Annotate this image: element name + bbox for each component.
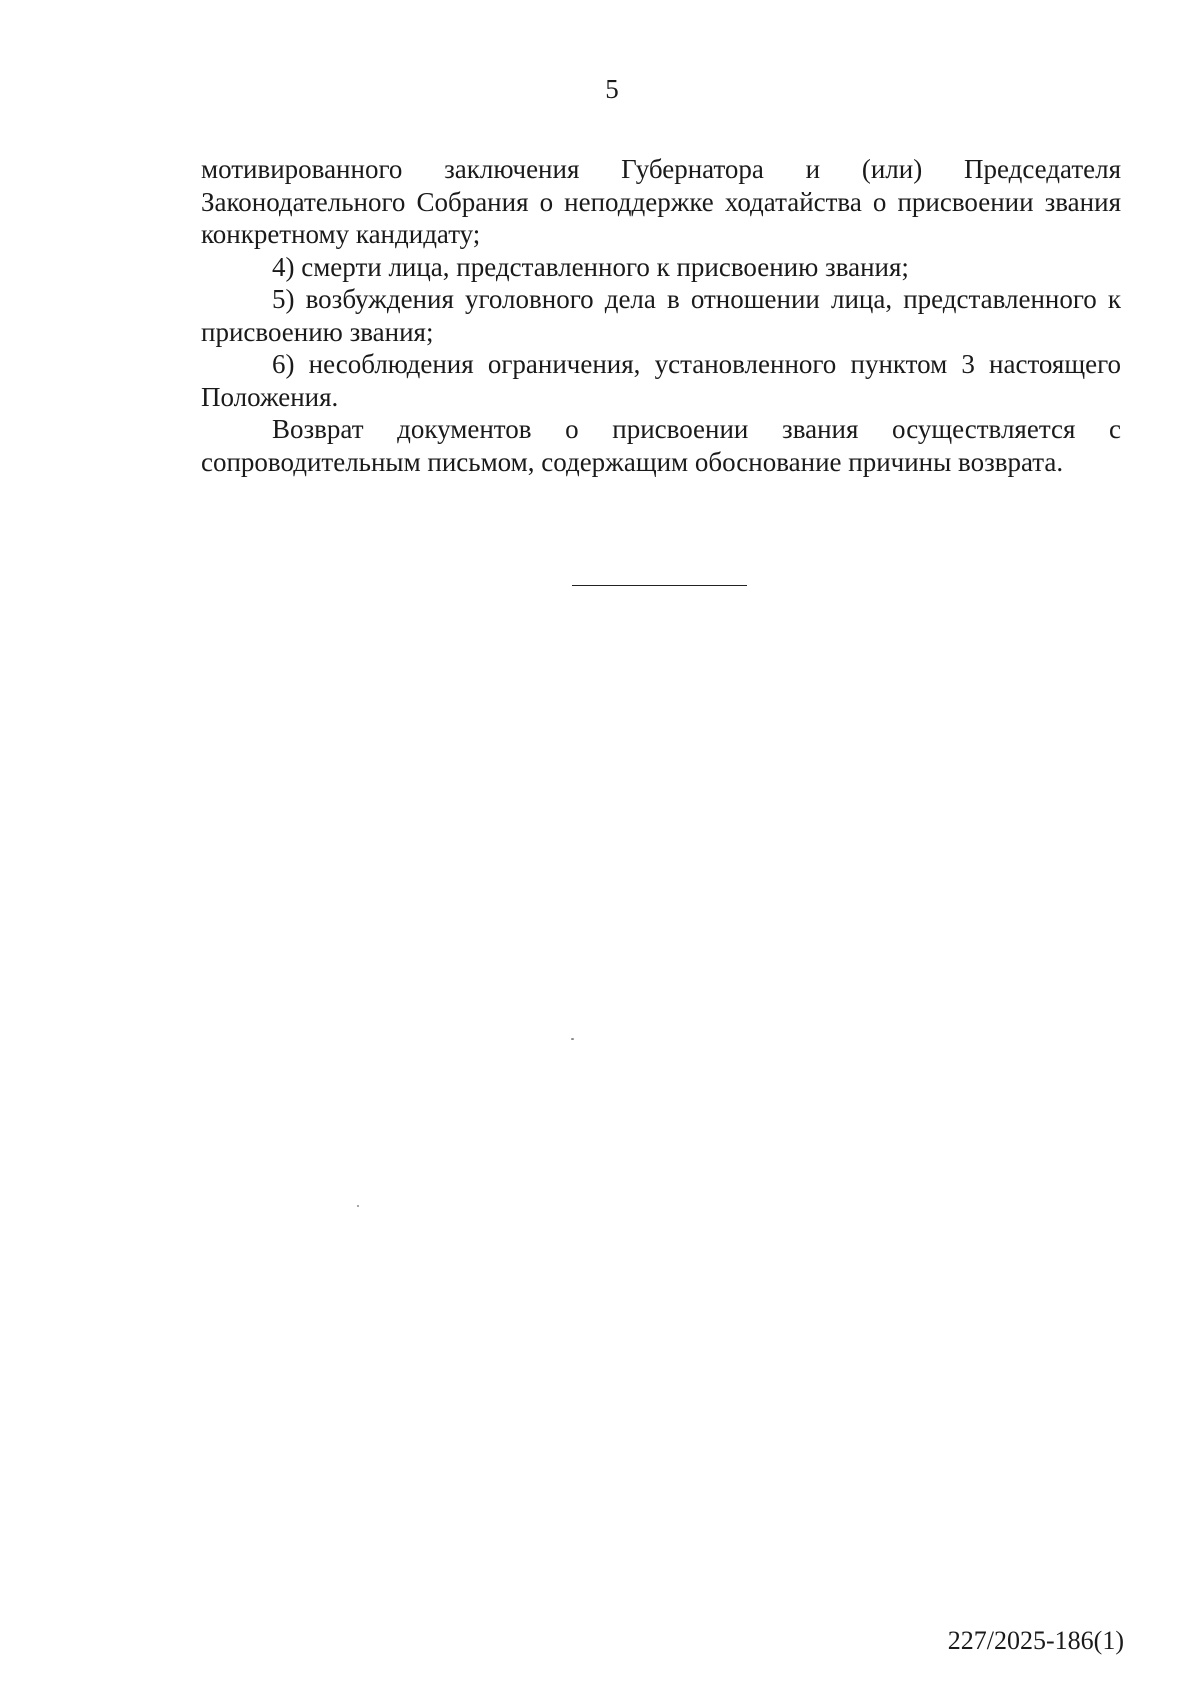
list-item-6: 6) несоблюдения ограничения, установленного пунктом 3 настоящего Положения. [201,349,1121,412]
paragraph-continuation: мотивированного заключения Губернатора и (или) Председателя Законодательного Собрания о неподдержке ходатайства о присвоении звания конкретному кандидату; [201,154,1121,249]
scan-speck [571,1038,574,1040]
document-body [201,153,1121,478]
page-number: 5 [605,74,619,104]
end-separator-line [572,585,747,586]
document-code: 227/2025-186(1) [947,1626,1124,1655]
paragraph-return-documents: Возврат документов о присвоении звания осуществляется с сопроводительным письмом, содержащим обоснование причины возврата. [201,414,1121,477]
list-item-5: 5) возбуждения уголовного дела в отношении лица, представленного к присвоению звания; [201,284,1121,347]
scan-speck [357,1205,359,1207]
list-item-4: 4) смерти лица, представленного к присвоению звания; [272,251,909,282]
